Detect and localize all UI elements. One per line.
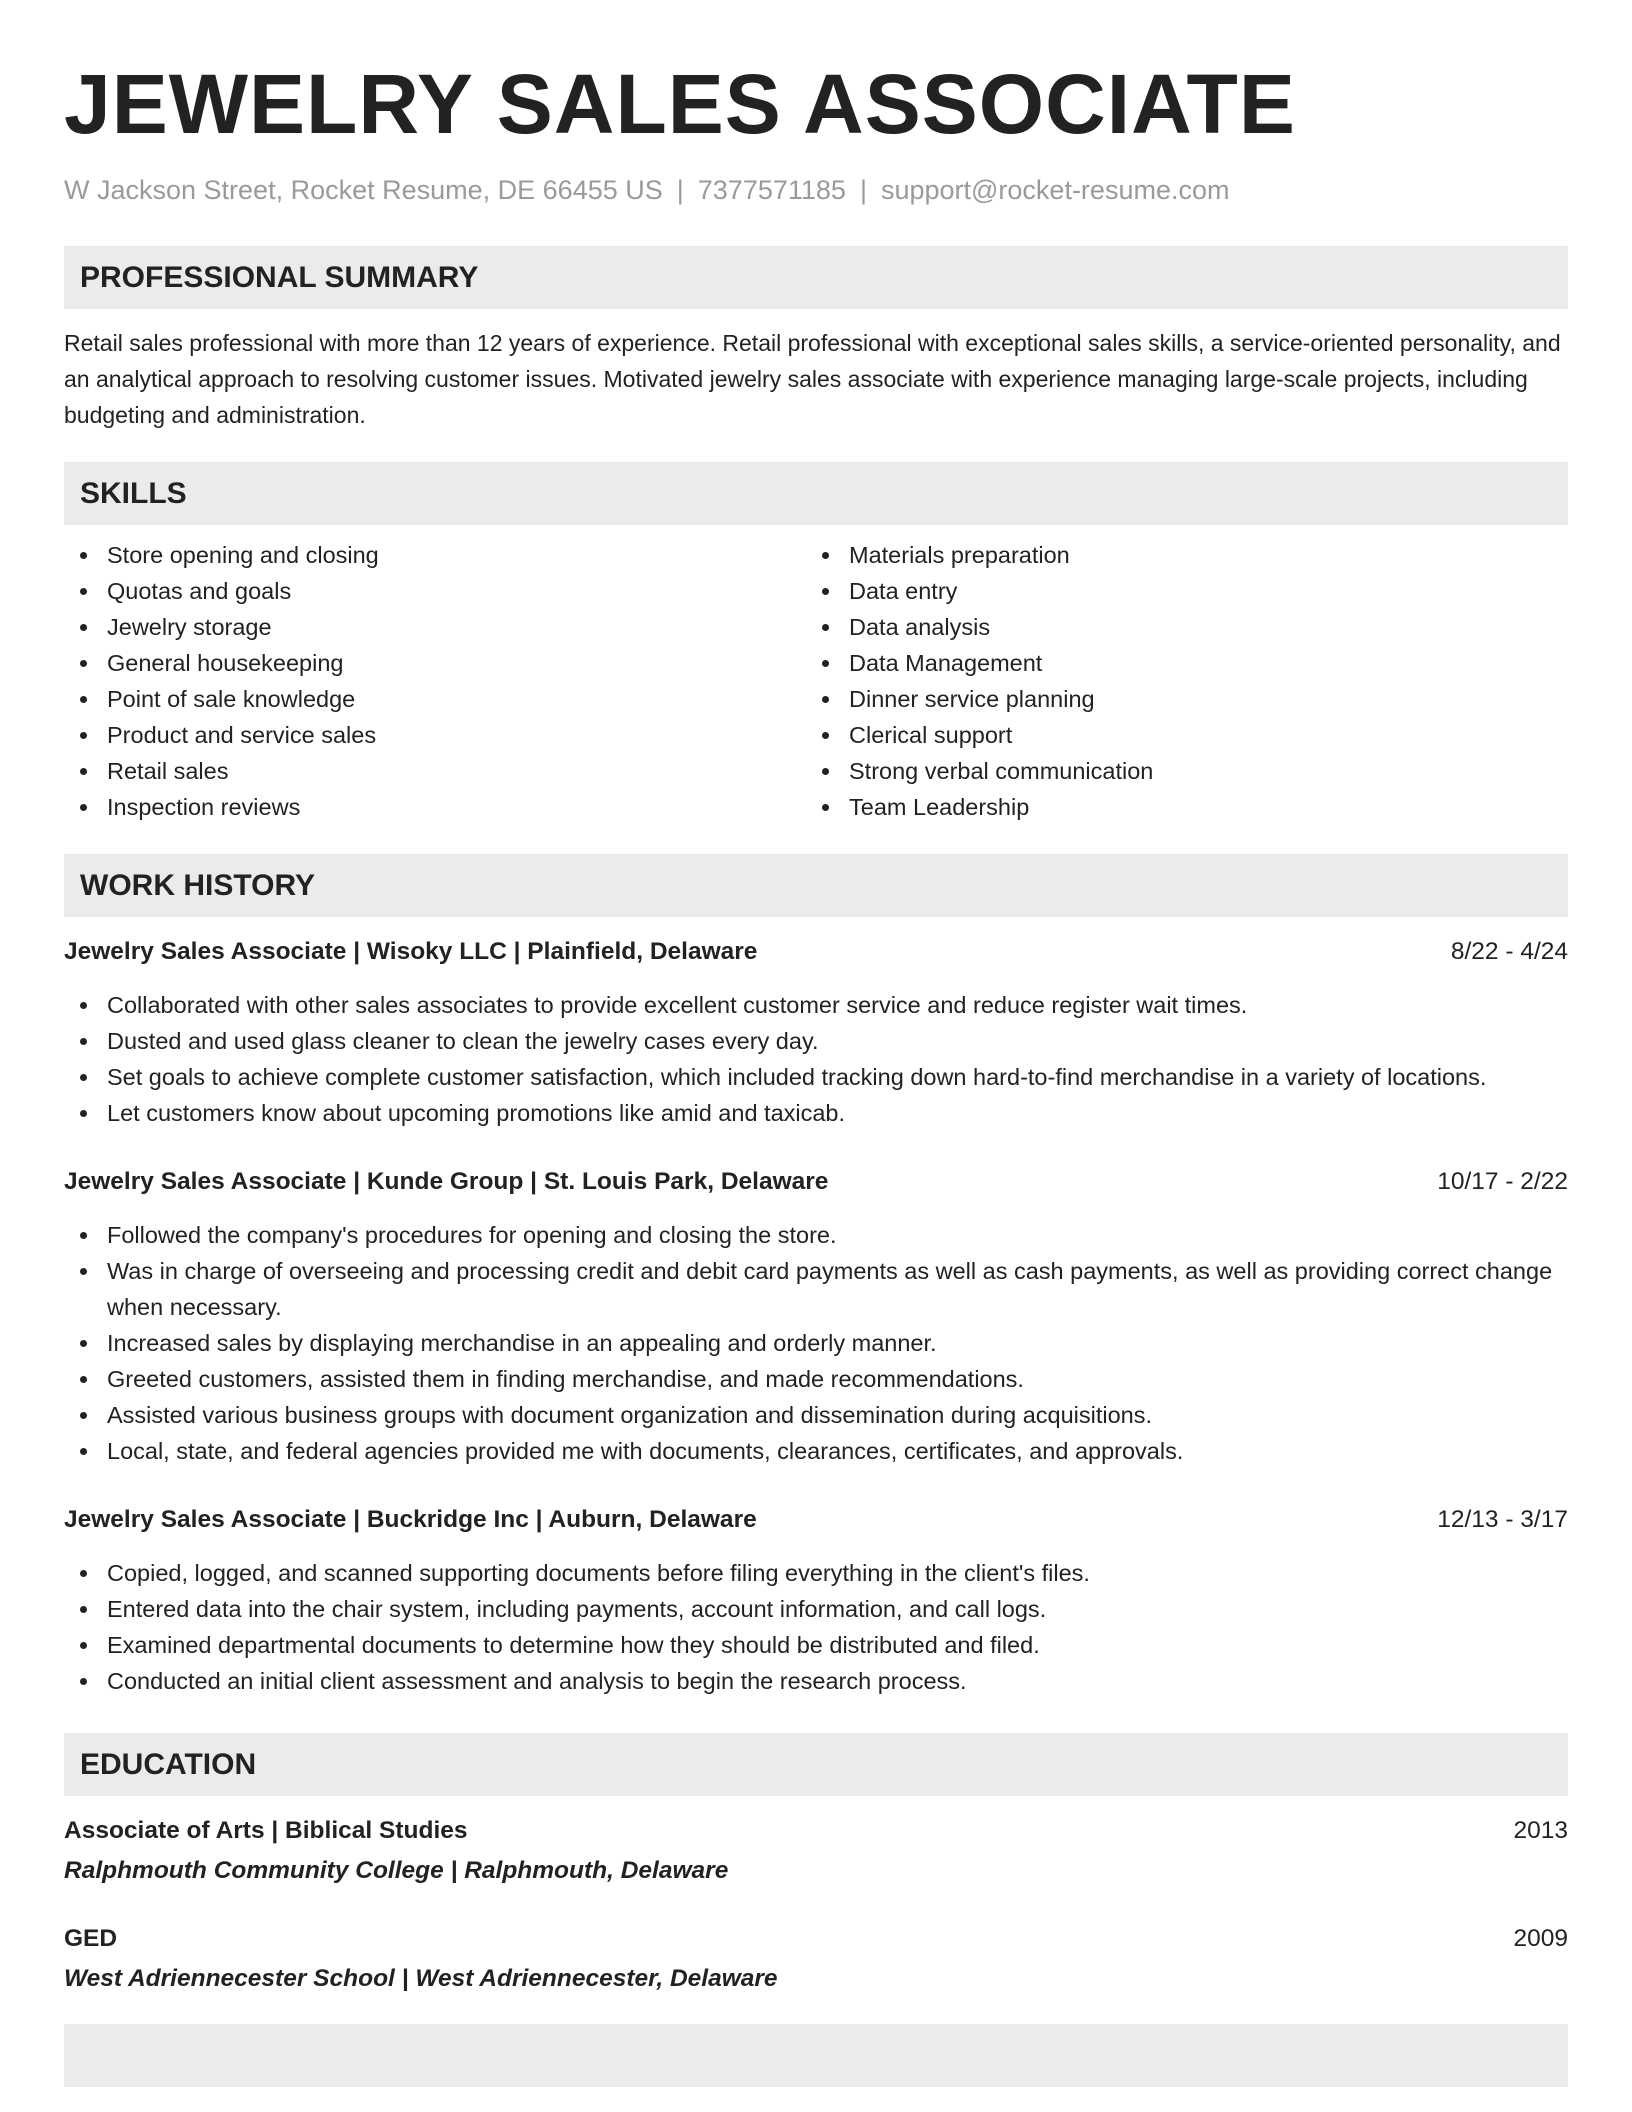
job-duty: Local, state, and federal agencies provided me with documents, clearances, certificates, and approvals. (64, 1433, 1568, 1469)
skill-item: Point of sale knowledge (64, 681, 806, 717)
summary-text: Retail sales professional with more than 12 years of experience. Retail professional with exceptional sales skills, a service-oriented personality, and an analytical approach to resolving customer issues. Motivated jewelry sales associate with experience managing large-scale projects, including budgeting and administration. (64, 330, 1561, 428)
education-school: West Adriennecester School | West Adriennecester, Delaware (64, 1965, 778, 1992)
job-duty: Entered data into the chair system, including payments, account information, and call logs. (64, 1591, 1568, 1627)
education-entry (64, 1813, 1568, 1889)
job-title: Jewelry Sales Associate | Wisoky LLC | Plainfield, Delaware (64, 938, 758, 965)
job-entry (64, 1502, 1568, 1699)
job-duty: Conducted an initial client assessment and analysis to begin the research process. (64, 1663, 1568, 1699)
education-header (64, 1921, 1568, 1957)
job-duty: Let customers know about upcoming promotions like amid and taxicab. (64, 1095, 1568, 1131)
section-heading-work-history: WORK HISTORY (64, 854, 1568, 917)
job-duties (64, 987, 1568, 1131)
job-title: Jewelry Sales Associate | Kunde Group | St. Louis Park, Delaware (64, 1168, 829, 1195)
job-title: Jewelry Sales Associate | Buckridge Inc | Auburn, Delaware (64, 1506, 757, 1533)
skill-item: Data analysis (806, 609, 1548, 645)
education-header (64, 1813, 1568, 1849)
education-year: 2009 (1513, 1925, 1568, 1952)
job-duty: Was in charge of overseeing and processing credit and debit card payments as well as cash payments, as well as providing correct change when necessary. (64, 1253, 1568, 1325)
job-duty: Examined departmental documents to determine how they should be distributed and filed. (64, 1627, 1568, 1663)
contact-line (64, 172, 1568, 208)
job-header (64, 1502, 1568, 1538)
job-duties (64, 1217, 1568, 1469)
section-heading-next (64, 2024, 1568, 2087)
skill-item: Clerical support (806, 717, 1548, 753)
skill-item: Materials preparation (806, 537, 1548, 573)
skill-item: Team Leadership (806, 789, 1548, 825)
education-school: Ralphmouth Community College | Ralphmouth, Delaware (64, 1857, 729, 1884)
job-duty: Collaborated with other sales associates to provide excellent customer service and reduce register wait times. (64, 987, 1568, 1023)
contact-separator: | (676, 175, 684, 205)
job-entry (64, 1164, 1568, 1469)
job-dates: 12/13 - 3/17 (1437, 1506, 1568, 1533)
skill-item: Product and service sales (64, 717, 806, 753)
contact-phone: 7377571185 (697, 175, 846, 205)
job-header (64, 1164, 1568, 1200)
job-duty: Assisted various business groups with document organization and dissemination during acquisitions. (64, 1397, 1568, 1433)
contact-email: support@rocket-resume.com (880, 175, 1230, 205)
job-header (64, 934, 1568, 970)
job-duty: Increased sales by displaying merchandise in an appealing and orderly manner. (64, 1325, 1568, 1361)
skill-item: Quotas and goals (64, 573, 806, 609)
skill-item: Strong verbal communication (806, 753, 1548, 789)
contact-address: W Jackson Street, Rocket Resume, DE 66455 US (64, 175, 663, 205)
section-heading-summary: PROFESSIONAL SUMMARY (64, 246, 1568, 309)
resume-title: JEWELRY SALES ASSOCIATE (64, 57, 1296, 151)
job-duty: Followed the company's procedures for opening and closing the store. (64, 1217, 1568, 1253)
job-duties (64, 1555, 1568, 1699)
job-dates: 8/22 - 4/24 (1450, 938, 1568, 965)
skill-item: Retail sales (64, 753, 806, 789)
skills-column-right (806, 537, 1548, 825)
section-heading-education: EDUCATION (64, 1733, 1568, 1796)
education-degree: GED (64, 1925, 118, 1952)
education-entry (64, 1921, 1568, 1997)
job-entry (64, 934, 1568, 1131)
skill-item: Inspection reviews (64, 789, 806, 825)
section-heading-skills: SKILLS (64, 462, 1568, 525)
skill-item: Data entry (806, 573, 1548, 609)
skill-item: Dinner service planning (806, 681, 1548, 717)
education-year: 2013 (1513, 1817, 1568, 1844)
skills-column-left (64, 537, 806, 825)
skill-item: Jewelry storage (64, 609, 806, 645)
skill-item: Store opening and closing (64, 537, 806, 573)
job-dates: 10/17 - 2/22 (1437, 1168, 1568, 1195)
skill-item: General housekeeping (64, 645, 806, 681)
skills-list (64, 537, 1568, 825)
job-duty: Set goals to achieve complete customer satisfaction, which included tracking down hard-to-find merchandise in a variety of locations. (64, 1059, 1568, 1095)
job-duty: Greeted customers, assisted them in finding merchandise, and made recommendations. (64, 1361, 1568, 1397)
job-duty: Copied, logged, and scanned supporting documents before filing everything in the client's files. (64, 1555, 1568, 1591)
skill-item: Data Management (806, 645, 1548, 681)
education-degree: Associate of Arts | Biblical Studies (64, 1817, 468, 1844)
contact-separator: | (859, 175, 867, 205)
job-duty: Dusted and used glass cleaner to clean the jewelry cases every day. (64, 1023, 1568, 1059)
